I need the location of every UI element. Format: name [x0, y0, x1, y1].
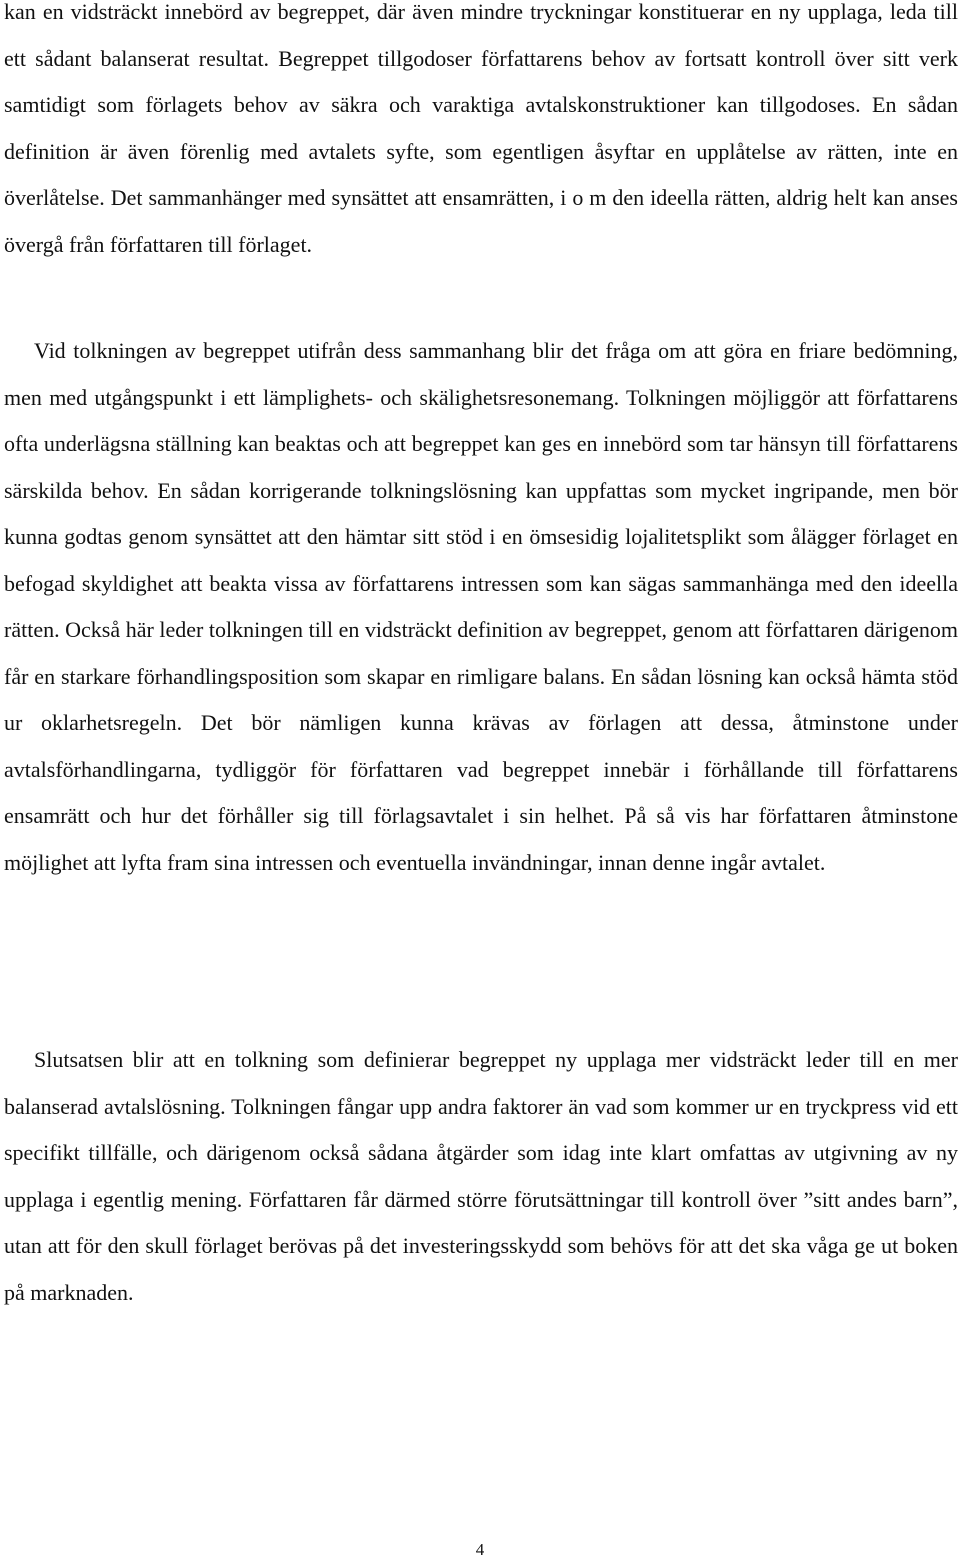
page-number: 4	[475, 1540, 485, 1559]
paragraph-interpretation-context: Vid tolkningen av begreppet utifrån dess sammanhang blir det fråga om att göra en friare bedömning, men med utgångspunkt i ett lämplighets- och skälighetsresonemang. Tolkningen möjliggör att författarens ofta underlägsna ställning kan beaktas och att begreppet kan ges en innebörd som tar hänsyn till författarens särskilda behov. En sådan korrigerande tolkningslösning kan uppfattas som mycket ingripande, men bör kunna godtas genom synsättet att den hämtar sitt stöd i en ömsesidig lojalitetsplikt som ålägger förlaget en befogad skyldighet att beakta vissa av författarens intressen som kan sägas sammanhänga med den ideella rätten. Också här leder tolkningen till en vidsträckt definition av begreppet, genom att författaren därigenom får en starkare förhandlingsposition som skapar en rimligare balans. En sådan lösning kan också hämta stöd ur oklarhetsregeln. Det bör nämligen kunna krävas av förlagen att dessa, åtminstone under avtalsförhandlingarna, tydliggör för författaren vad begreppet innebär i förhållande till författarens ensamrätt och hur det förhåller sig till förlagsavtalet i sin helhet. På så vis har författaren åtminstone möjlighet att lyfta fram sina intressen och eventuella invändningar, innan denne ingår avtalet.	[4, 338, 958, 875]
paragraph-conclusion: Slutsatsen blir att en tolkning som definierar begreppet ny upplaga mer vidsträckt leder till en mer balanserad avtalslösning. Tolkningen fångar upp andra faktorer än vad som kommer ur en tryckpress vid ett specifikt tillfälle, och därigenom också sådana åtgärder som idag inte klart omfattas av utgivning av ny upplaga i egentlig mening. Författaren får därmed större förutsättningar till kontroll över ”sitt andes barn”, utan att för den skull förlaget berövas på det investeringsskydd som behövs för att det ska våga ge ut boken på marknaden.	[4, 1047, 958, 1305]
paragraph-continuation: kan en vidsträckt innebörd av begreppet, där även mindre tryckningar konstituerar en ny upplaga, leda till ett sådant balanserat resultat. Begreppet tillgodoser författarens behov av fortsatt kontroll över sitt verk samtidigt som förlagets behov av säkra och varaktiga avtalskonstruktioner kan tillgodoses. En sådan definition är även förenlig med avtalets syfte, som egentligen åsyftar en upplåtelse av rätten, inte en överlåtelse. Det sammanhänger med synsättet att ensamrätten, i o m den ideella rätten, aldrig helt kan anses övergå från författaren till förlaget.	[4, 0, 958, 257]
